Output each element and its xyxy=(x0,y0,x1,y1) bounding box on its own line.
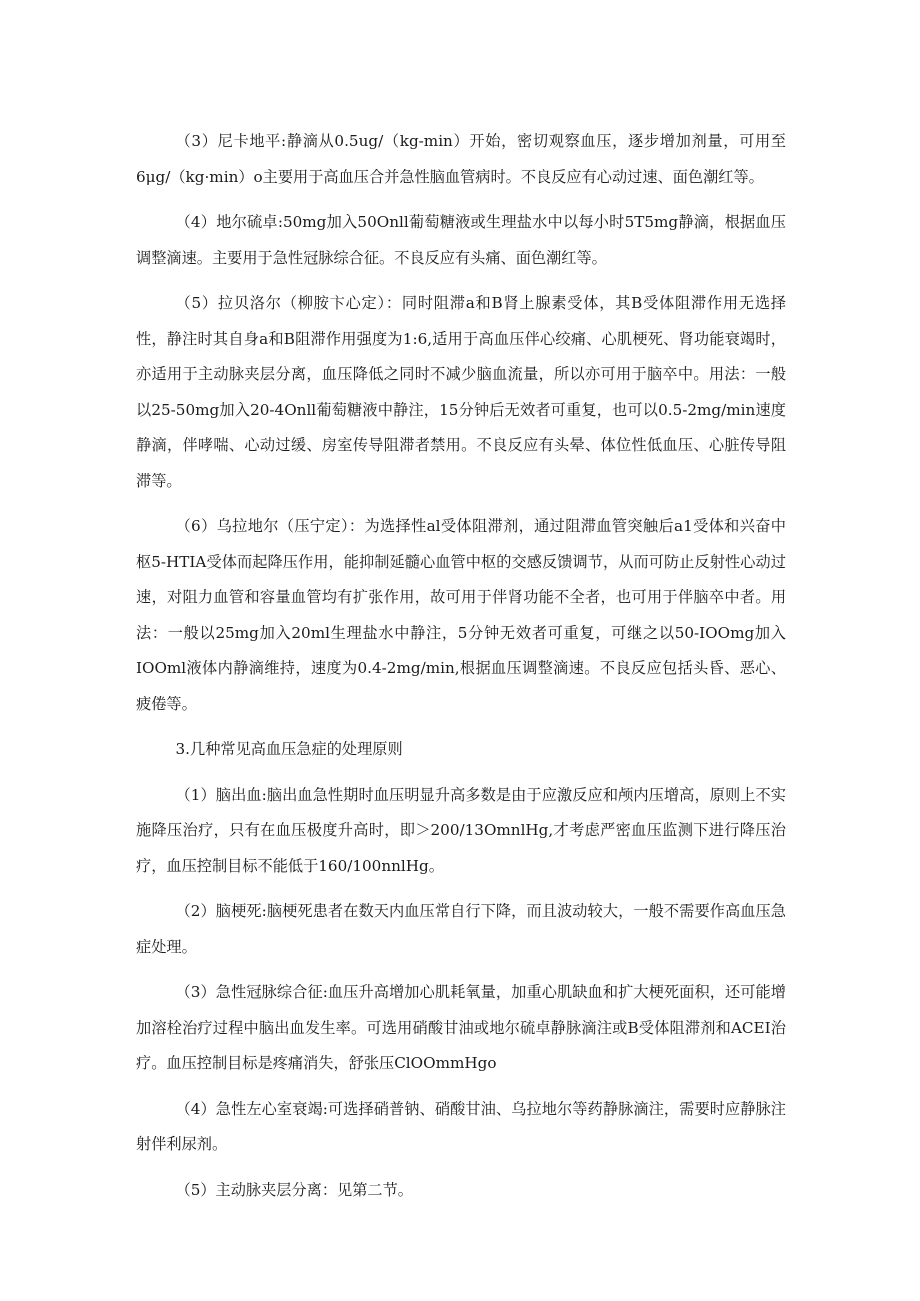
paragraph-diltiazem: （4）地尔硫卓:50mg加入50Onll葡萄糖液或生理盐水中以每小时5T5mg静滴，根据血压调整滴速。主要用于急性冠脉综合征。不良反应有头痛、面色潮红等。 xyxy=(136,213,786,267)
paragraph-urapidil: （6）乌拉地尔（压宁定）：为选择性al受体阻滞剂，通过阻滞血管突触后a1受体和兴奋中枢5-HTIA受体而起降压作用，能抑制延髓心血管中枢的交感反馈调节，从而可防止反射性心动过速，对阻力血管和容量血管均有扩张作用，故可用于伴肾功能不全者，也可用于伴脑卒中者。用法：一般以25mg加入20ml生理盐水中静注，5分钟无效者可重复，可继之以50-IOOmg加入IOOml液体内静滴维持，速度为0.4-2mg∕min,根据血压调整滴速。不良反应包括头昏、恶心、疲倦等。 xyxy=(136,517,786,713)
paragraph-cerebral-infarction: （2）脑梗死:脑梗死患者在数天内血压常自行下降，而且波动较大，一般不需要作高血压急症处理。 xyxy=(136,902,786,956)
paragraph-nicardipine: （3）尼卡地平:静滴从0.5ug/（kg-min）开始，密切观察血压，逐步增加剂量，可用至6μg/（kg·min）o主要用于高血压合并急性脑血管病时。不良反应有心动过速、面色潮红等。 xyxy=(136,132,786,186)
section-heading: 3.几种常见高血压急症的处理原则 xyxy=(175,740,403,758)
paragraph-cerebral-hemorrhage: （1）脑出血:脑出血急性期时血压明显升高多数是由于应激反应和颅内压增高，原则上不实施降压治疗，只有在血压极度升高时，即＞200/13OmnlHg,才考虑严密血压监测下进行降压治疗，血压控制目标不能低于160/100nnlHg。 xyxy=(136,785,786,875)
paragraph-labetalol: （5）拉贝洛尔（柳胺卞心定）：同时阻滞a和B肾上腺素受体，其B受体阻滞作用无选择性，静注时其自身a和B阻滞作用强度为1:6,适用于高血压伴心绞痛、心肌梗死、肾功能衰竭时，亦适用于主动脉夹层分离，血压降低之同时不减少脑血流量，所以亦可用于脑卒中。用法：一般以25-50mg加入20-4Onll葡萄糖液中静注，15分钟后无效者可重复，也可以0.5-2mg∕min速度静滴，伴哮喘、心动过缓、房室传导阻滞者禁用。不良反应有头晕、体位性低血压、心脏传导阻滞等。 xyxy=(136,294,786,490)
paragraph-acute-left-heart-failure: （4）急性左心室衰竭:可选择硝普钠、硝酸甘油、乌拉地尔等药静脉滴注，需要时应静脉注射伴利尿剂。 xyxy=(136,1099,786,1153)
paragraph-aortic-dissection: （5）主动脉夹层分离：见第二节。 xyxy=(175,1180,413,1199)
paragraph-acute-coronary-syndrome: （3）急性冠脉综合征:血压升高增加心肌耗氧量，加重心肌缺血和扩大梗死面积，还可能增加溶栓治疗过程中脑出血发生率。可选用硝酸甘油或地尔硫卓静脉滴注或B受体阻滞剂和ACEI治疗。血压控制目标是疼痛消失，舒张压ClOOmmHgo xyxy=(136,983,786,1072)
document-body xyxy=(136,124,786,1208)
